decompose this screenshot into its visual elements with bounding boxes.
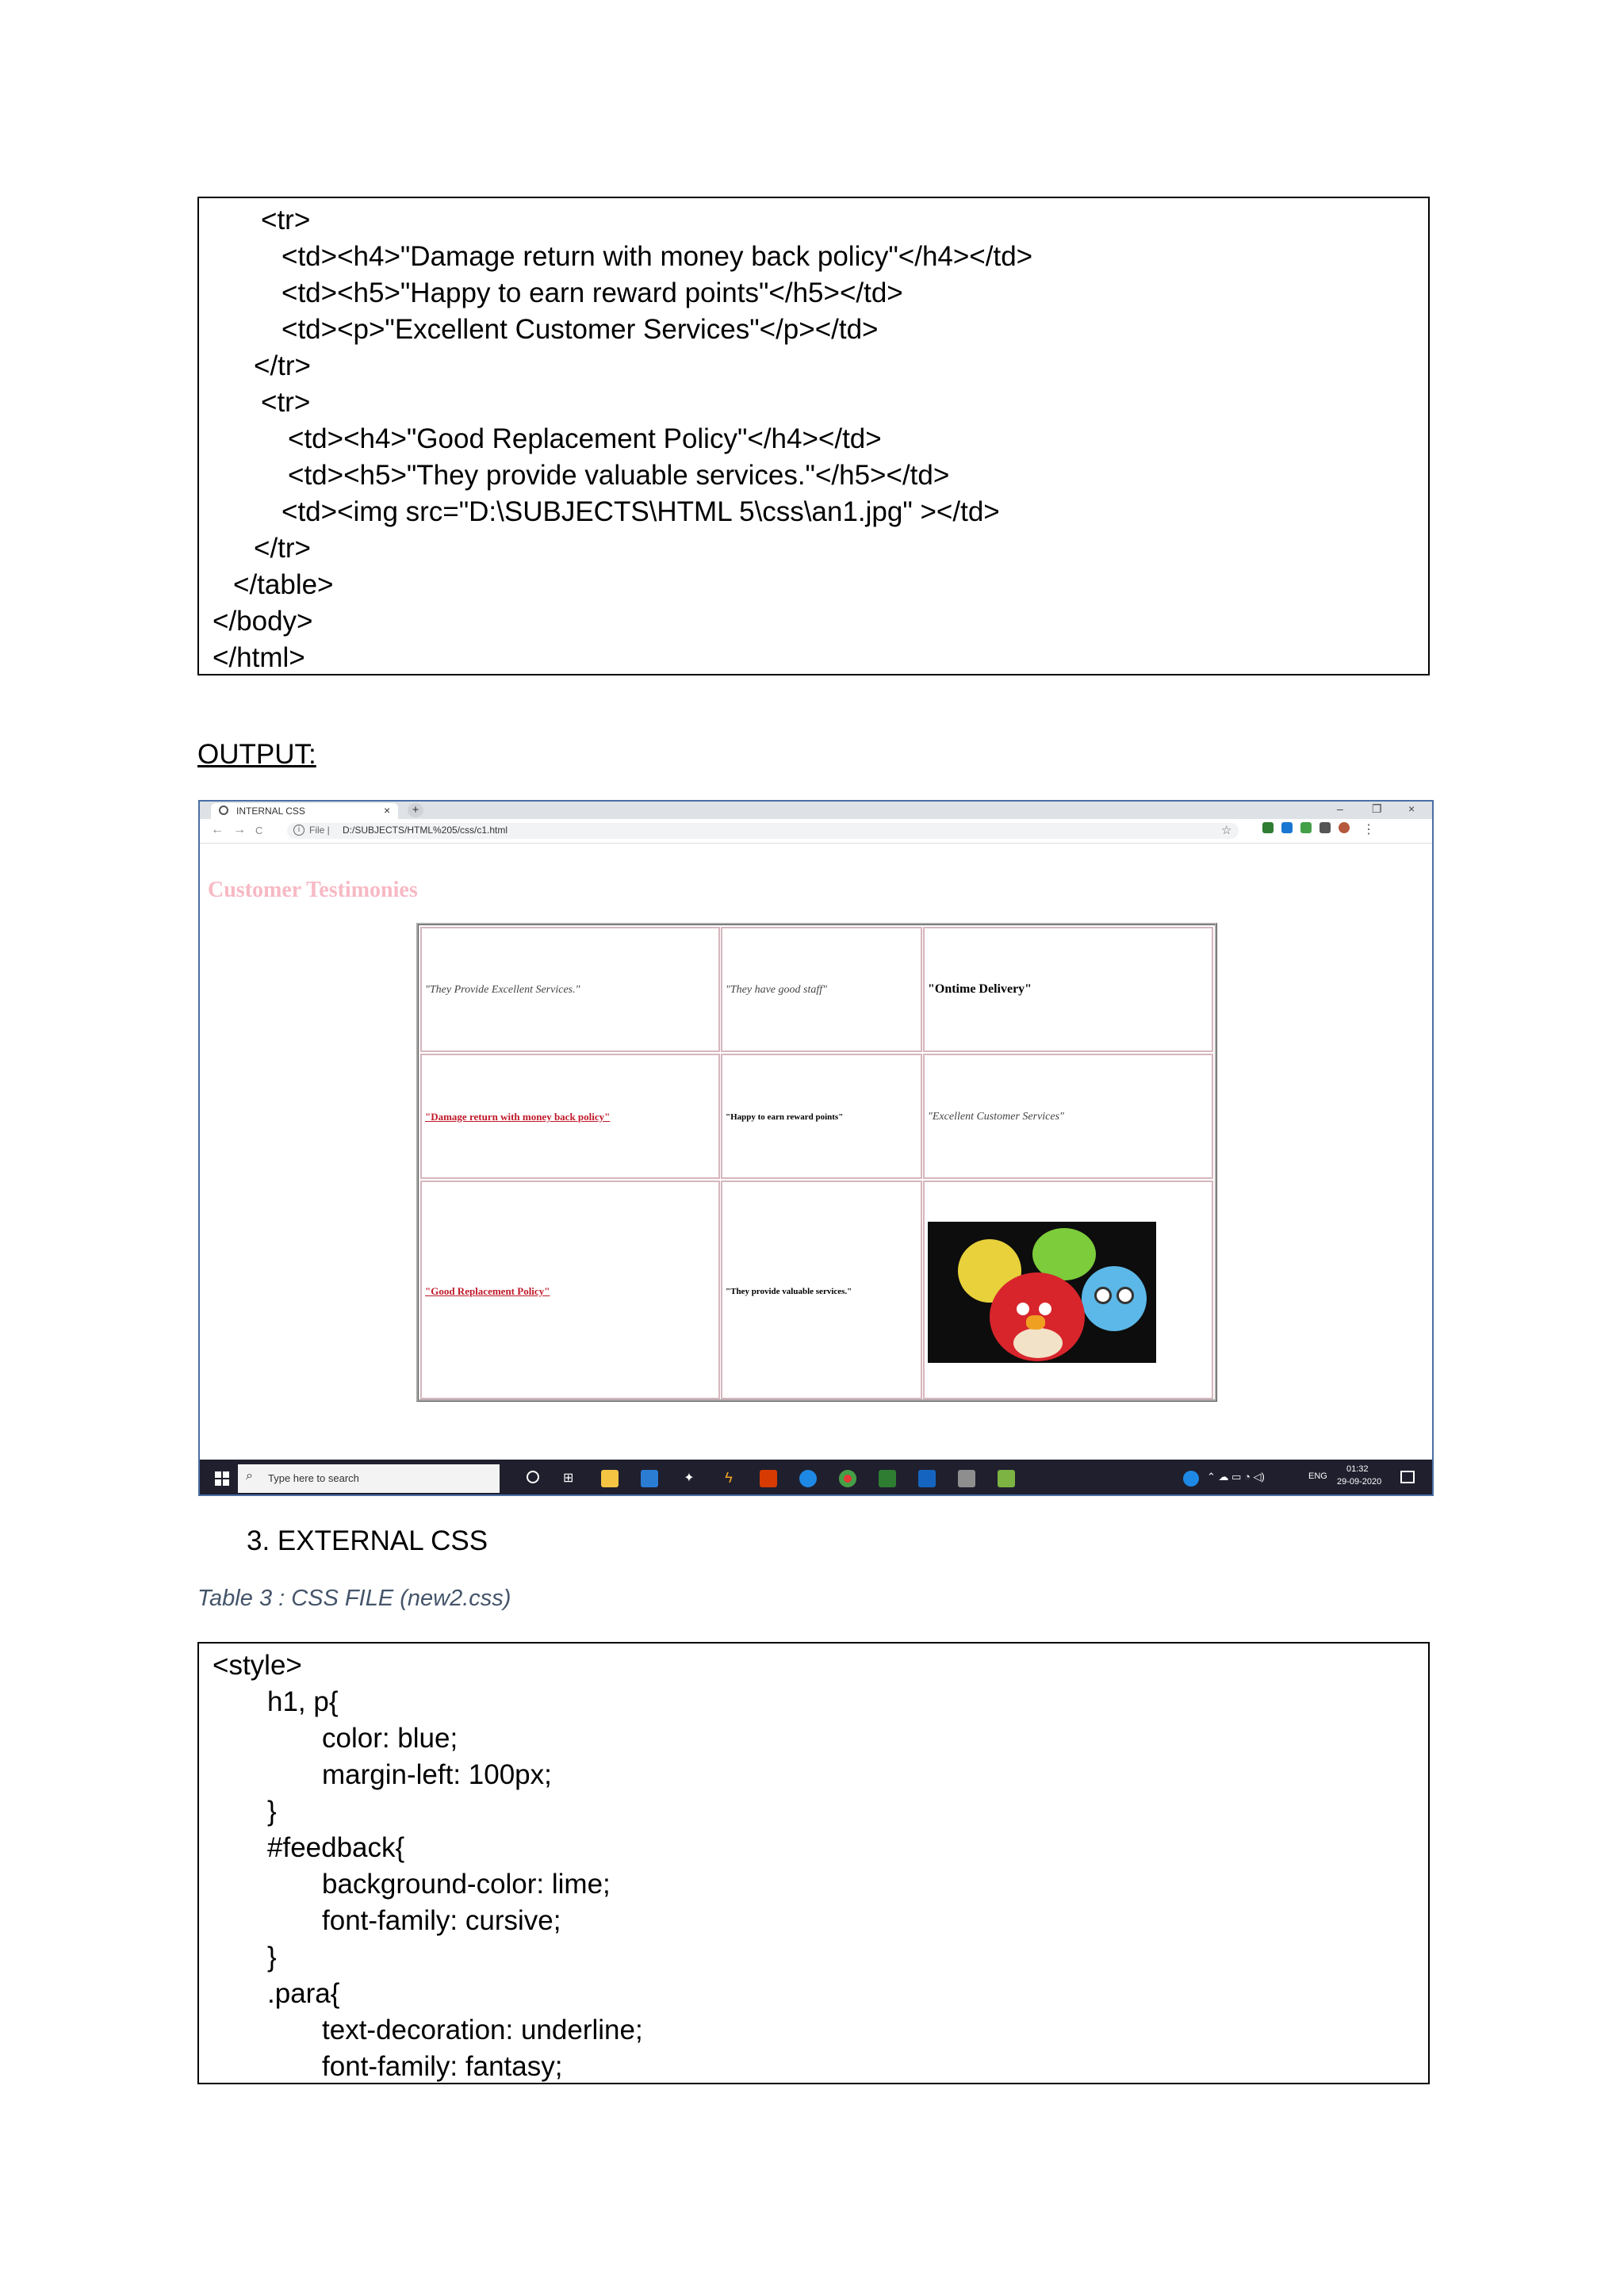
code-line: </html> [213, 642, 305, 673]
extension-icon[interactable] [1262, 822, 1274, 833]
code-line: <td><h5>"Happy to earn reward points"</h5></td> [282, 277, 903, 308]
file-label: File | [309, 825, 330, 836]
page-title: Customer Testimonies [208, 878, 418, 902]
code-line: } [267, 1942, 277, 1973]
tab-bar [200, 802, 1432, 819]
table-cell [420, 927, 720, 1052]
file-explorer-icon[interactable] [601, 1470, 619, 1487]
code-line: background-color: lime; [322, 1869, 611, 1900]
winamp-icon[interactable]: ϟ [720, 1470, 737, 1487]
cell-text: "Ontime Delivery" [928, 982, 1032, 996]
code-line: <td><h5>"They provide valuable services."</h5></td> [288, 460, 950, 491]
star-icon[interactable]: ☆ [1221, 824, 1232, 837]
mail-icon[interactable] [641, 1470, 658, 1487]
code-line: <td><h4>"Damage return with money back policy"</h4></td> [282, 241, 1033, 272]
forward-icon[interactable]: → [233, 823, 246, 836]
tray-icons[interactable]: ⌃ ☁ ▭ ◔ ◁) [1207, 1471, 1265, 1483]
output-heading: OUTPUT: [197, 739, 316, 770]
code-box-html-end [197, 197, 1430, 675]
cell-text: "They provide valuable services." [726, 1287, 852, 1296]
windows-start-icon[interactable] [214, 1471, 230, 1487]
minimize-icon[interactable]: – [1337, 802, 1343, 815]
testimonial-table [416, 923, 1217, 1402]
new-tab-button[interactable]: + [408, 803, 423, 817]
edge-icon[interactable] [799, 1470, 817, 1487]
code-line: <td><img src="D:\SUBJECTS\HTML 5\css\an1.jpg" ></td> [282, 496, 1000, 527]
office-icon[interactable] [760, 1470, 777, 1487]
section-title: 3. EXTERNAL CSS [247, 1525, 488, 1556]
browser-screenshot [198, 800, 1434, 1496]
address-bar[interactable] [287, 823, 1239, 839]
code-line: h1, p{ [267, 1686, 339, 1717]
blue-bird-eye [1116, 1287, 1134, 1304]
angry-birds-image [928, 1222, 1156, 1363]
app-icon[interactable] [879, 1470, 896, 1487]
reload-icon[interactable]: C [255, 825, 263, 836]
table-caption: Table 3 : CSS FILE (new2.css) [197, 1586, 511, 1611]
globe-icon [219, 806, 228, 815]
code-line: </tr> [254, 533, 311, 564]
dropbox-icon[interactable]: ✦ [680, 1470, 698, 1487]
close-icon[interactable]: × [384, 804, 391, 817]
code-line: <tr> [261, 387, 311, 418]
code-line: <td><h4>"Good Replacement Policy"</h4></td> [288, 423, 882, 454]
code-line: </table> [233, 569, 334, 600]
table-cell [923, 1054, 1213, 1179]
code-line: </body> [213, 606, 313, 637]
cell-text: "They have good staff" [726, 984, 828, 996]
task-view-icon[interactable]: ⊞ [563, 1471, 574, 1485]
code-line: margin-left: 100px; [322, 1759, 552, 1790]
red-bird-beak [1026, 1315, 1045, 1330]
code-box-css-file [197, 1642, 1430, 2084]
table-cell [923, 1181, 1213, 1399]
extension-icon[interactable] [1300, 822, 1312, 833]
tab-internal-css[interactable] [211, 803, 398, 819]
close-window-icon[interactable]: × [1408, 802, 1415, 815]
clock-time[interactable]: 01:32 [1346, 1464, 1369, 1474]
cell-text: "They Provide Excellent Services." [425, 984, 580, 996]
notification-icon[interactable] [1400, 1471, 1415, 1483]
red-bird-belly [1013, 1328, 1063, 1358]
code-line: font-family: cursive; [322, 1905, 561, 1936]
code-line: text-decoration: underline; [322, 2015, 643, 2045]
cell-text: "Happy to earn reward points" [726, 1112, 844, 1122]
table-cell [420, 1054, 720, 1179]
language-indicator[interactable]: ENG [1308, 1471, 1327, 1481]
table-cell [923, 927, 1213, 1052]
code-line: </tr> [254, 350, 311, 381]
menu-icon[interactable]: ⋮ [1362, 823, 1375, 836]
help-icon[interactable] [1183, 1471, 1199, 1487]
table-cell [721, 1054, 922, 1179]
code-line: } [267, 1796, 277, 1827]
avatar[interactable] [1339, 822, 1350, 833]
blue-bird [1082, 1266, 1147, 1331]
extension-icon[interactable] [1281, 822, 1293, 833]
extension-icon[interactable] [1320, 822, 1331, 833]
table-cell [420, 1181, 720, 1399]
windows-taskbar [200, 1460, 1432, 1496]
code-line: font-family: fantasy; [322, 2051, 563, 2082]
table-cell [721, 927, 922, 1052]
info-icon[interactable]: i [293, 825, 304, 836]
code-line: color: blue; [322, 1723, 458, 1754]
code-line: <td><p>"Excellent Customer Services"</p></td> [282, 314, 879, 345]
notepad-icon[interactable] [998, 1470, 1015, 1487]
red-bird-eye [1039, 1303, 1051, 1315]
search-icon: ⌕ [246, 1469, 253, 1483]
restore-icon[interactable]: ❐ [1372, 802, 1382, 815]
cell-text: "Excellent Customer Services" [928, 1111, 1064, 1123]
tab-title: INTERNAL CSS [236, 806, 305, 817]
code-line: <style> [213, 1650, 302, 1681]
code-line: .para{ [267, 1978, 340, 2009]
table-cell [721, 1181, 922, 1399]
word-icon[interactable] [918, 1470, 936, 1487]
blue-bird-eye [1094, 1287, 1112, 1304]
app-icon[interactable] [958, 1470, 975, 1487]
search-input[interactable]: Type here to search [268, 1472, 359, 1484]
red-bird-eye [1017, 1303, 1029, 1315]
chrome-icon[interactable] [839, 1470, 856, 1487]
url-text: D:/SUBJECTS/HTML%205/css/c1.html [343, 825, 508, 836]
cell-text: "Good Replacement Policy" [425, 1285, 550, 1297]
code-line: #feedback{ [267, 1832, 405, 1863]
back-icon[interactable]: ← [211, 823, 224, 836]
cell-text: "Damage return with money back policy" [425, 1111, 611, 1123]
code-line: <tr> [261, 205, 311, 235]
clock-date[interactable]: 29-09-2020 [1337, 1477, 1382, 1487]
cortana-icon[interactable] [527, 1471, 539, 1483]
taskbar-search[interactable] [238, 1464, 500, 1493]
browser-toolbar [200, 819, 1432, 844]
